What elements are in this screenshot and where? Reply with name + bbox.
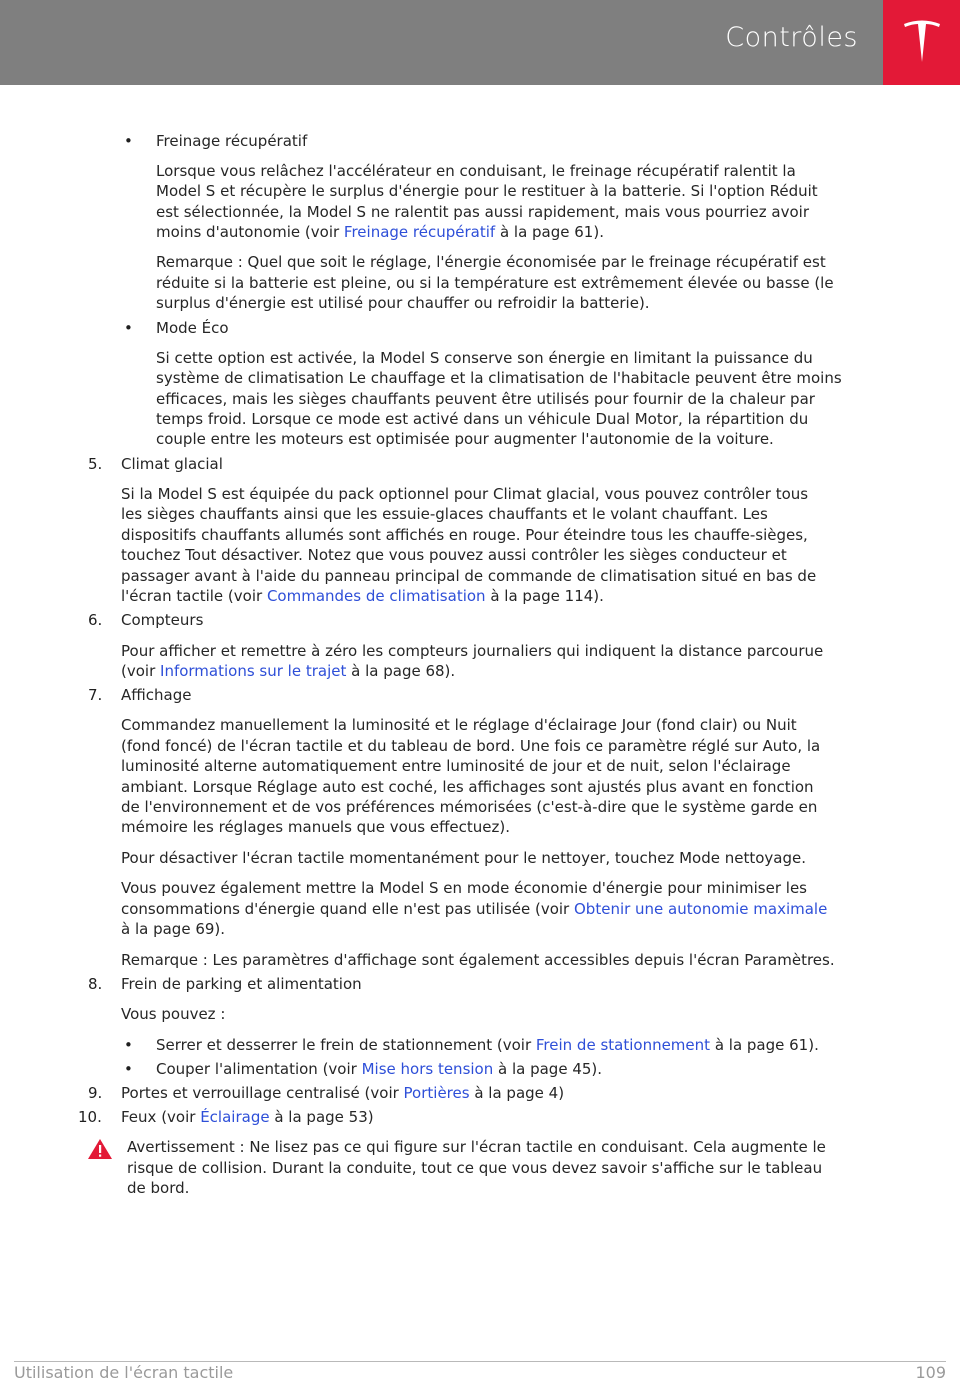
- warning-icon: [87, 1138, 113, 1160]
- bullet-marker: •: [124, 1036, 133, 1054]
- link-autonomie-maximale[interactable]: Obtenir une autonomie maximale: [574, 900, 828, 918]
- paragraph-line: l'écran tactile (voir Commandes de climatisation à la page 114).: [121, 587, 604, 605]
- paragraph-line: système de climatisation Le chauffage et la climatisation de l'habitacle peuvent être moins: [156, 369, 842, 387]
- warning-line: risque de collision. Durant la conduite, tout ce que vous devez savoir s'affiche sur le tableau: [127, 1159, 823, 1177]
- page-header: [0, 0, 960, 85]
- list-item-title: Climat glacial: [121, 455, 223, 473]
- tesla-logo-icon: [902, 18, 942, 64]
- paragraph-line: surplus d'énergie est utilisé pour chauffer ou refroidir la batterie).: [156, 294, 650, 312]
- paragraph-line: à la page 69).: [121, 920, 226, 938]
- paragraph-line: temps froid. Lorsque ce mode est activé dans un véhicule Dual Motor, la répartition du: [156, 410, 809, 428]
- paragraph-line: (voir Informations sur le trajet à la page 68).: [121, 662, 456, 680]
- link-frein-stationnement[interactable]: Frein de stationnement: [535, 1036, 711, 1054]
- bullet-marker: •: [124, 319, 133, 337]
- paragraph-line: Vous pouvez :: [121, 1005, 226, 1023]
- paragraph-line: ambiant. Lorsque Réglage auto est coché, les affichages sont ajustés plus avant en fonction: [121, 778, 814, 796]
- warning-line: de bord.: [127, 1179, 190, 1197]
- list-item-title: Mode Éco: [156, 319, 229, 337]
- page-number: 109: [915, 1363, 946, 1382]
- list-number: 9.: [88, 1084, 103, 1102]
- list-item-title: Compteurs: [121, 611, 204, 629]
- paragraph-line: couple entre les moteurs est optimisée pour augmenter l'autonomie de la voiture.: [156, 430, 774, 448]
- paragraph-line: Couper l'alimentation (voir Mise hors tension à la page 45).: [156, 1060, 603, 1078]
- paragraph-line: Commandez manuellement la luminosité et le réglage d'éclairage Jour (fond clair) ou Nuit: [121, 716, 797, 734]
- list-number: 10.: [78, 1108, 102, 1126]
- paragraph-line: touchez Tout désactiver. Notez que vous pouvez aussi contrôler les sièges conducteur et: [121, 546, 787, 564]
- list-item-title: Portes et verrouillage centralisé (voir Portières à la page 4): [121, 1084, 565, 1102]
- paragraph-line: les sièges chauffants ainsi que les essuie-glaces chauffants et le volant chauffant. Les: [121, 505, 768, 523]
- paragraph-line: réduite si la batterie est pleine, ou si la température est extrêmement élevée ou basse (le: [156, 274, 834, 292]
- paragraph-line: Vous pouvez également mettre la Model S en mode économie d'énergie pour minimiser les: [121, 879, 807, 897]
- link-portieres[interactable]: Portières: [403, 1084, 470, 1102]
- list-item-title: Freinage récupératif: [156, 132, 308, 150]
- link-freinage-recuperatif[interactable]: Freinage récupératif: [343, 223, 496, 241]
- list-item-title: Frein de parking et alimentation: [121, 975, 362, 993]
- paragraph-line: (fond foncé) de l'écran tactile et du tableau de bord. Une fois ce paramètre réglé sur Auto, la: [121, 737, 821, 755]
- footer-divider: [14, 1361, 946, 1362]
- footer-section: Utilisation de l'écran tactile: [14, 1363, 234, 1382]
- paragraph-line: consommations d'énergie quand elle n'est pas utilisée (voir Obtenir une autonomie maximale: [121, 900, 828, 918]
- bullet-marker: •: [124, 1060, 133, 1078]
- paragraph-line: Remarque : Les paramètres d'affichage sont également accessibles depuis l'écran Paramètres.: [121, 951, 835, 969]
- paragraph-line: Lorsque vous relâchez l'accélérateur en conduisant, le freinage récupératif ralentit la: [156, 162, 796, 180]
- paragraph-line: Remarque : Quel que soit le réglage, l'énergie économisée par le freinage récupératif est: [156, 253, 826, 271]
- page-title: Contrôles: [725, 22, 858, 53]
- list-number: 7.: [88, 686, 103, 704]
- link-informations-trajet[interactable]: Informations sur le trajet: [160, 662, 347, 680]
- paragraph-line: Pour afficher et remettre à zéro les compteurs journaliers qui indiquent la distance parcourue: [121, 642, 824, 660]
- paragraph-line: mémoire les réglages manuels que vous effectuez).: [121, 818, 511, 836]
- list-number: 8.: [88, 975, 103, 993]
- paragraph-line: moins d'autonomie (voir Freinage récupératif à la page 61).: [156, 223, 604, 241]
- bullet-marker: •: [124, 132, 133, 150]
- paragraph-line: de l'environnement et de vos préférences mémorisées (c'est-à-dire que le système garde en: [121, 798, 818, 816]
- warning-line: Avertissement : Ne lisez pas ce qui figure sur l'écran tactile en conduisant. Cela augmente le: [127, 1138, 826, 1156]
- list-number: 6.: [88, 611, 103, 629]
- list-number: 5.: [88, 455, 103, 473]
- paragraph-line: est sélectionnée, la Model S ne ralentit pas aussi rapidement, mais vous pourriez avoir: [156, 203, 810, 221]
- paragraph-line: Serrer et desserrer le frein de stationnement (voir Frein de stationnement à la page 61).: [156, 1036, 819, 1054]
- brand-logo: [883, 0, 960, 85]
- paragraph-line: Model S et récupère le surplus d'énergie pour le restituer à la batterie. Si l'option Réduit: [156, 182, 818, 200]
- link-commandes-climatisation[interactable]: Commandes de climatisation: [266, 587, 486, 605]
- list-item-title: Affichage: [121, 686, 192, 704]
- paragraph-line: efficaces, mais les sièges chauffants peuvent être utilisés pour fournir de la chaleur par: [156, 390, 815, 408]
- paragraph-line: passager avant à l'aide du panneau principal de commande de climatisation situé en bas de: [121, 567, 817, 585]
- list-item-title: Feux (voir Éclairage à la page 53): [121, 1108, 374, 1126]
- link-eclairage[interactable]: Éclairage: [200, 1108, 270, 1126]
- paragraph-line: Si cette option est activée, la Model S conserve son énergie en limitant la puissance du: [156, 349, 813, 367]
- link-mise-hors-tension[interactable]: Mise hors tension: [361, 1060, 494, 1078]
- paragraph-line: luminosité alterne automatiquement entre luminosité de jour et de nuit, selon l'éclairage: [121, 757, 791, 775]
- paragraph-line: dispositifs chauffants allumés sont affichés en rouge. Pour éteindre tous les chauffe-sièges,: [121, 526, 808, 544]
- paragraph-line: Pour désactiver l'écran tactile momentanément pour le nettoyer, touchez Mode nettoyage.: [121, 849, 806, 867]
- paragraph-line: Si la Model S est équipée du pack optionnel pour Climat glacial, vous pouvez contrôler tous: [121, 485, 809, 503]
